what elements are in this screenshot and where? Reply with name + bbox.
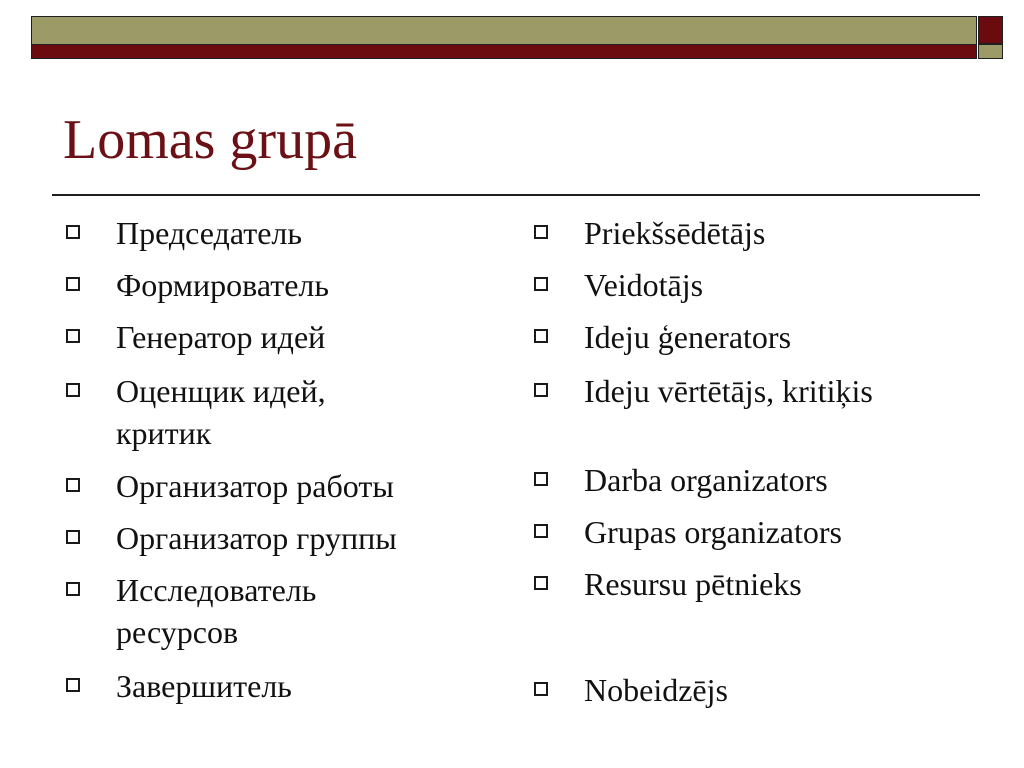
list-item: [66, 370, 326, 454]
list-item: [66, 569, 316, 653]
list-item-text: Председатель: [116, 215, 302, 251]
square-bullet-icon: [66, 225, 80, 239]
list-item-text: Resursu pētnieks: [584, 566, 802, 602]
list-item: [534, 459, 828, 501]
list-item: [66, 665, 292, 707]
list-item-text: Оценщик идей, критик: [116, 373, 326, 451]
list-item: [534, 511, 842, 553]
title-divider: [52, 194, 980, 196]
square-bullet-icon: [66, 478, 80, 492]
list-item: [534, 563, 802, 605]
header-bar-maroon: [31, 44, 977, 59]
list-item-text: Организатор работы: [116, 468, 394, 504]
list-item-text: Завершитель: [116, 668, 292, 704]
slide-title: Lomas grupā: [63, 109, 357, 171]
list-item: [66, 316, 325, 358]
square-bullet-icon: [534, 277, 548, 291]
list-item: [66, 517, 397, 559]
square-bullet-icon: [534, 472, 548, 486]
list-item-text: Ideju ģenerators: [584, 319, 792, 355]
list-item-text: Ideju vērtētājs, kritiķis: [584, 373, 873, 409]
list-item: [534, 669, 728, 711]
square-bullet-icon: [66, 329, 80, 343]
list-item: [66, 465, 394, 507]
square-bullet-icon: [534, 576, 548, 590]
list-item: [534, 212, 765, 254]
list-item-text: Организатор группы: [116, 520, 397, 556]
square-bullet-icon: [66, 277, 80, 291]
square-bullet-icon: [534, 682, 548, 696]
list-item-text: Darba organizators: [584, 462, 828, 498]
list-item-text: Veidotājs: [584, 267, 704, 303]
square-bullet-icon: [534, 524, 548, 538]
list-item: [534, 264, 703, 306]
header-square-olive: [978, 44, 1003, 59]
square-bullet-icon: [66, 678, 80, 692]
list-item-text: Priekšsēdētājs: [584, 215, 766, 251]
square-bullet-icon: [534, 383, 548, 397]
list-item-text: Nobeidzējs: [584, 672, 728, 708]
square-bullet-icon: [534, 225, 548, 239]
square-bullet-icon: [66, 383, 80, 397]
square-bullet-icon: [66, 582, 80, 596]
list-item-text: Grupas organizators: [584, 514, 842, 550]
header-bar-olive: [31, 16, 977, 44]
square-bullet-icon: [66, 530, 80, 544]
square-bullet-icon: [534, 329, 548, 343]
list-item: [66, 212, 302, 254]
list-item-text: Исследователь ресурсов: [116, 572, 317, 650]
list-item: [534, 370, 873, 412]
list-item: [534, 316, 791, 358]
list-item-text: Генератор идей: [116, 319, 326, 355]
header-square-maroon: [978, 16, 1003, 44]
list-item-text: Формирователь: [116, 267, 329, 303]
list-item: [66, 264, 329, 306]
